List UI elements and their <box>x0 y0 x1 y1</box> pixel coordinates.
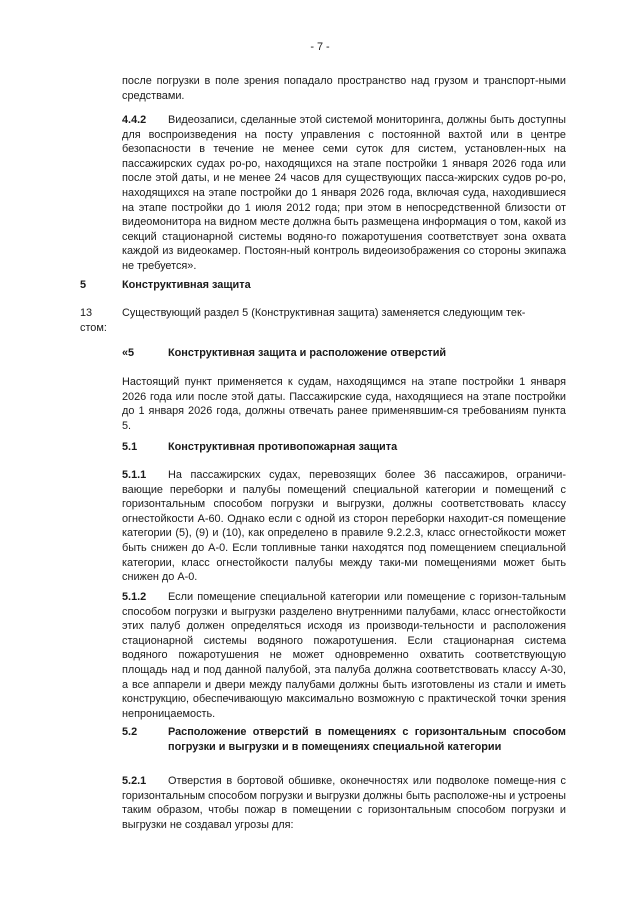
paragraph-5-2-1 <box>122 774 566 832</box>
section-5-2-title: Расположение отверстий в помещениях с горизонтальным способом погрузки и выгрузки и в помещениях специальной категории <box>168 726 566 753</box>
paragraph-number: 5.1.2 <box>122 591 147 603</box>
item-13-number: 13 <box>80 307 93 319</box>
paragraph-text: На пассажирских судах, перевозящих более 36 пассажиров, ограничи-вающие переборки и палубы помещений специальной категории и помещений с горизонтальным способом погрузки и выгрузки, должны соответствовать классу огнестойкости А-60. Однако если с одной из сторон переборки находит-ся помещение категории (5), (9) и (10), как определено в правиле 9.2.2.3, класс огнестойкости может быть снижен до А-0. Если топливные танки находятся под помещением специальной категории, класс огнестойкости палубы между таки-ми помещениями может быть снижен до А-0. <box>122 469 566 584</box>
new-section-5-title: Конструктивная защита и расположение отверстий <box>168 347 447 359</box>
paragraph-4-4-2 <box>122 113 566 274</box>
item-13-text <box>122 306 566 321</box>
intro-text: после погрузки в поле зрения попадало пространство над грузом и транспорт-ными средствами. <box>122 75 566 102</box>
paragraph-number: 4.4.2 <box>122 114 147 126</box>
paragraph-5-1-1 <box>122 468 566 585</box>
applicability-paragraph <box>122 375 566 433</box>
intro-paragraph <box>122 74 566 103</box>
section-5-2-number: 5.2 <box>122 726 138 738</box>
paragraph-text: Видеозаписи, сделанные этой системой мониторинга, должны быть доступны для воспроизведения на посту управления с постоянной вахтой или в центре безопасности в течение не менее семи суток для систем, установлен-ных на пассажирских судах ро-ро, находящихся на этапе постройки 1 января 2026 года или после этой даты, и не менее 24 часов для существующих пасса-жирских судов ро-ро, находящихся на этапе постройки до 1 января 2026 года, включая суда, находившиеся на этапе постройки до 1 июля 2012 года; при этом в непосредственной близости от видеомонитора на видном месте должна быть размещена информация о том, какой из секций стационарной системы водяно-го пожаротушения соответствует зона охвата каждой из видеокамер. Постоян-ный контроль видеоизображения со стороны экипажа не требуется». <box>122 114 566 272</box>
paragraph-text: Если помещение специальной категории или помещение с горизон-тальным способом погрузки и выгрузки разделено внутренними палубами, класс огнестойкости этих палуб должен определяться исходя из производи-тельности и расположения стационарной системы водяного пожаротушения. Если стационарная система водяного пожаротушения не может одновременно охватить соответствующую площадь над и под данной палубой, эта палуба должна соответствовать классу А-30, а все аппарели и двери между палубами должны быть изготовлены из стали и иметь конструкцию, обеспечивающую максимально возможную с практической точки зрения непроницаемость. <box>122 591 566 720</box>
paragraph-number: 5.2.1 <box>122 775 147 787</box>
page-number: - 7 - <box>310 41 330 53</box>
paragraph-5-1-2 <box>122 590 566 721</box>
section-5-1-number: 5.1 <box>122 441 138 453</box>
section-5-title: Конструктивная защита <box>122 279 251 291</box>
section-5-1-title: Конструктивная противопожарная защита <box>168 441 398 453</box>
applicability-text: Настоящий пункт применяется к судам, находящимся на этапе постройки 1 января 2026 года или после этой даты. Пассажирские суда, находящиеся на этапе постройки до 1 января 2026 года, должны отвечать ранее применявшим-ся требованиям пункта 5. <box>122 376 566 432</box>
section-5-number: 5 <box>80 279 87 291</box>
paragraph-text: Отверстия в бортовой обшивке, оконечностях или подволоке помеще-ния с горизонтальным способом погрузки и выгрузки должны быть расположе-ны и устроены таким образом, чтобы пожар в помещении с горизонтальным способом погрузки и выгрузки не создавал угрозы для: <box>122 775 566 831</box>
item-13-label <box>80 306 107 335</box>
item-13-body: Существующий раздел 5 (Конструктивная защита) заменяется следующим тек- <box>122 307 526 319</box>
paragraph-number: 5.1.1 <box>122 469 147 481</box>
new-section-5-number: «5 <box>122 347 135 359</box>
item-13-continuation: стом: <box>80 321 107 334</box>
